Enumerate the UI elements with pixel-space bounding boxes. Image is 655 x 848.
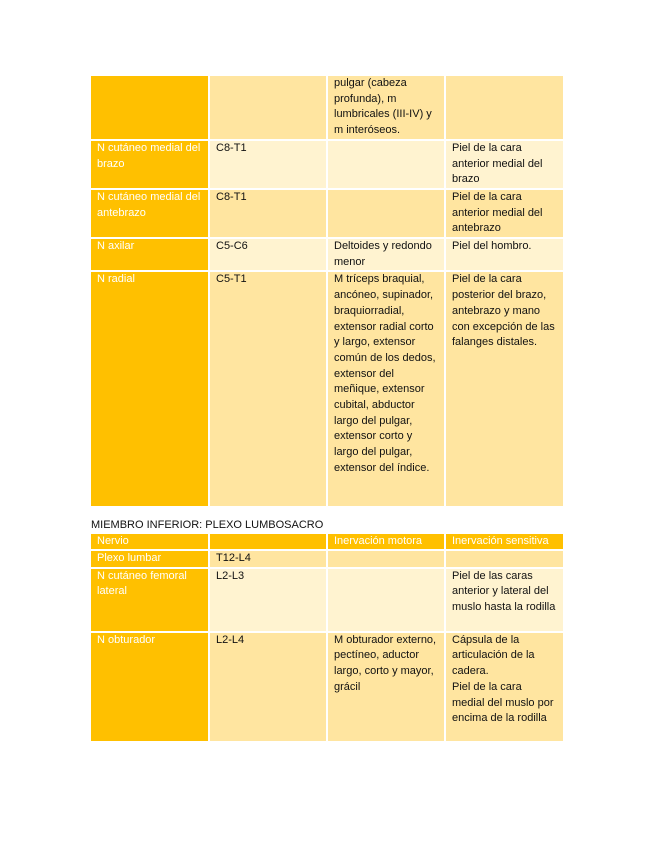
root-cell: T12-L4 (209, 550, 327, 568)
column-header-motor: Inervación motora (327, 534, 445, 550)
motor-cell (327, 140, 445, 189)
motor-cell (327, 189, 445, 238)
nerve-cell: N cutáneo medial del antebrazo (91, 189, 209, 238)
motor-cell (327, 550, 445, 568)
root-cell: L2-L4 (209, 632, 327, 742)
root-cell: L2-L3 (209, 568, 327, 632)
column-header-sensory: Inervación sensitiva (445, 534, 563, 550)
table-row (91, 189, 563, 238)
table-row (91, 238, 563, 271)
nerve-cell: N radial (91, 271, 209, 507)
nerve-cell: N axilar (91, 238, 209, 271)
table-row (91, 271, 563, 507)
table-row (91, 140, 563, 189)
nerve-cell (91, 76, 209, 140)
nerve-cell: N cutáneo femoral lateral (91, 568, 209, 632)
sensory-cell: Piel de la cara posterior del brazo, antebrazo y mano con excepción de las falanges distales. (445, 271, 563, 507)
sensory-cell: Piel de la cara anterior medial del brazo (445, 140, 563, 189)
table-row (91, 550, 563, 568)
motor-cell: Deltoides y redondo menor (327, 238, 445, 271)
root-cell: C8-T1 (209, 189, 327, 238)
sensory-cell (445, 76, 563, 140)
nerve-cell: N obturador (91, 632, 209, 742)
sensory-cell: Cápsula de la articulación de la cadera. Piel de la cara medial del muslo por encima de la rodilla (445, 632, 563, 742)
root-cell: C5-T1 (209, 271, 327, 507)
nerve-cell: N cutáneo medial del brazo (91, 140, 209, 189)
motor-cell: M obturador externo, pectíneo, aductor largo, corto y mayor, grácil (327, 632, 445, 742)
lower-limb-nerve-table (91, 534, 563, 743)
section-title: MIEMBRO INFERIOR: PLEXO LUMBOSACRO (91, 519, 324, 531)
sensory-cell: Piel de la cara anterior medial del antebrazo (445, 189, 563, 238)
root-cell: C5-C6 (209, 238, 327, 271)
nerve-cell: Plexo lumbar (91, 550, 209, 568)
column-header-root (209, 534, 327, 550)
table-row (91, 568, 563, 632)
root-cell (209, 76, 327, 140)
root-cell: C8-T1 (209, 140, 327, 189)
table-row (91, 632, 563, 742)
motor-cell (327, 568, 445, 632)
motor-cell: M tríceps braquial, ancóneo, supinador, braquiorradial, extensor radial corto y largo, extensor común de los dedos, extensor del meñique, extensor cubital, abductor largo del pulgar, extensor corto y largo del pulgar, extensor del índice. (327, 271, 445, 507)
sensory-cell: Piel de las caras anterior y lateral del muslo hasta la rodilla (445, 568, 563, 632)
upper-limb-nerve-table (91, 76, 563, 508)
table-header-row (91, 534, 563, 550)
table-row (91, 76, 563, 140)
sensory-cell (445, 550, 563, 568)
motor-cell: pulgar (cabeza profunda), m lumbricales (III-IV) y m interóseos. (327, 76, 445, 140)
column-header-nerve: Nervio (91, 534, 209, 550)
sensory-cell: Piel del hombro. (445, 238, 563, 271)
